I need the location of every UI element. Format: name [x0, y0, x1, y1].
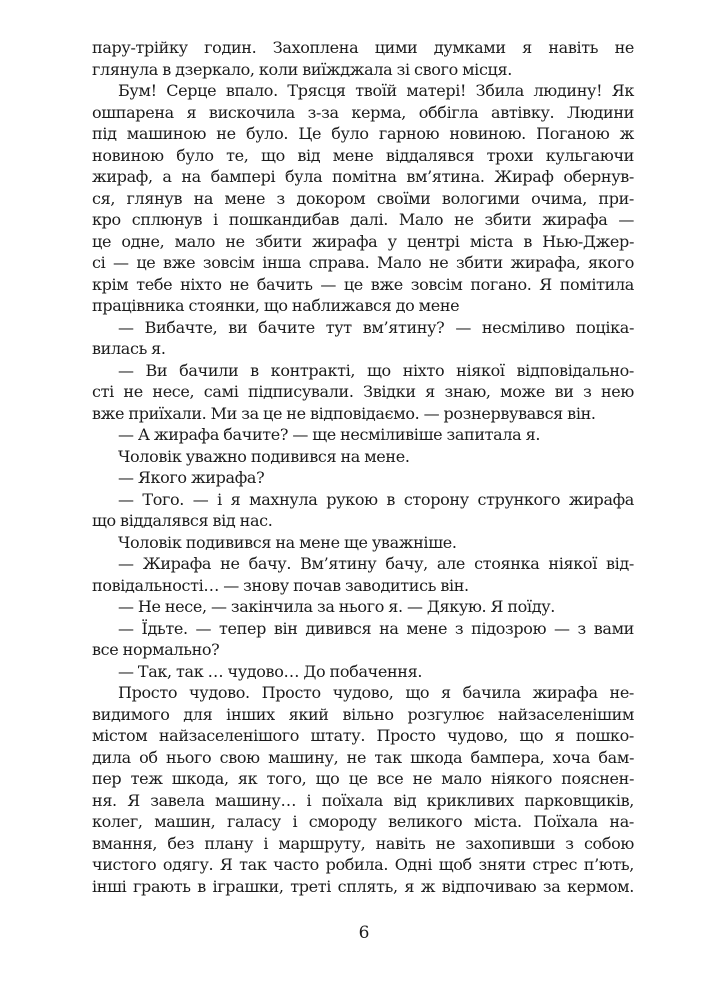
text-line: крім тебе ніхто не бачить — це вже зовсім погано. Я помітила [92, 274, 634, 294]
text-line: це одне, мало не збити жирафа у центрі міста в Нью-Джер- [92, 231, 634, 251]
text-line: — Вибачте, ви бачите тут вм’ятину? — несміливо поціка- [118, 317, 634, 337]
text-line: жираф, а на бампері була помітна вм’ятина. Жираф обернув- [92, 167, 634, 186]
book-page-text [92, 37, 634, 897]
text-line: — Так, так … чудово… До побачення. [118, 661, 423, 681]
text-line: чистого одягу. Я так часто робила. Одні щоб зняти стрес п’ють, [92, 855, 634, 874]
text-line: новиною було те, що від мене віддалявся трохи кульгаючи [92, 145, 634, 165]
text-line: Просто чудово. Просто чудово, що я бачила жирафа не- [118, 683, 634, 702]
text-line: — Їдьте. — тепер він дивився на мене з підозрою — з вами [118, 618, 634, 638]
text-line: глянула в дзеркало, коли виїжджала зі свого місця. [92, 59, 512, 79]
text-line: що віддалявся від нас. [92, 511, 273, 530]
text-line: містом найзаселенішого штату. Просто чудово, що я пошко- [92, 726, 634, 745]
text-line: — А жирафа бачите? — ще несміливіше запитала я. [118, 425, 541, 444]
text-line: Бум! Серце впало. Трясця твоїй матері! Збила людину! Як [118, 81, 634, 100]
text-line: ня. Я завела машину… і поїхала від крикливих парковщиків, [92, 790, 634, 810]
text-line: колег, машин, галасу і смороду великого міста. Поїхала на- [92, 812, 634, 831]
text-line: вже приїхали. Ми за це не відповідаємо. — рознервувався він. [92, 403, 596, 423]
text-line: все нормально? [92, 640, 220, 659]
text-line: дила об нього свою машину, не так шкода бампера, хоча бам- [92, 747, 634, 767]
text-line: — Якого жирафа? [118, 468, 265, 487]
text-line: пер теж шкода, як того, що це все не мало ніякого пояснен- [92, 769, 634, 788]
text-line: ошпарена я вискочила з-за керма, оббігла автівку. Людини [92, 102, 634, 122]
text-line: сі — це вже зовсім інша справа. Мало не збити жирафа, якого [92, 253, 634, 272]
text-line: вмання, без плану і маршруту, навіть не захопивши з собою [92, 833, 634, 853]
page-number: 6 [358, 923, 370, 943]
text-line: Чоловік подивився на мене ще уважніше. [118, 532, 457, 552]
text-line: Чоловік уважно подивився на мене. [118, 446, 410, 466]
text-line: вилась я. [92, 339, 166, 358]
text-line: під машиною не було. Це було гарною новиною. Поганою ж [92, 124, 634, 143]
text-line: — Жирафа не бачу. Вм’ятину бачу, але стоянка ніякої від- [118, 554, 634, 573]
text-line: повідальності… — знову почав заводитись він. [92, 575, 469, 595]
text-line: — Того. — і я махнула рукою в сторону стрункого жирафа [118, 489, 634, 509]
text-line: ся, глянув на мене з докором своїми вологими очима, при- [92, 188, 634, 208]
text-line: пару-трійку годин. Захоплена цими думками я навіть не [92, 38, 634, 57]
text-line: — Ви бачили в контракті, що ніхто ніякої відповідально- [118, 360, 634, 380]
text-line: — Не несе, — закінчила за нього я. — Дякую. Я поїду. [118, 597, 555, 616]
text-line: видимого для інших який вільно розгулює найзаселенішим [92, 704, 634, 724]
text-line: сті не несе, самі підписували. Звідки я знаю, може ви з нею [92, 382, 634, 401]
text-line: працівника стоянки, що наближався до мене [92, 296, 460, 315]
text-line: кро сплюнув і пошкандибав далі. Мало не збити жирафа — [92, 210, 634, 229]
text-line: інші грають в іграшки, треті сплять, я ж відпочиваю за кермом. [92, 876, 634, 896]
